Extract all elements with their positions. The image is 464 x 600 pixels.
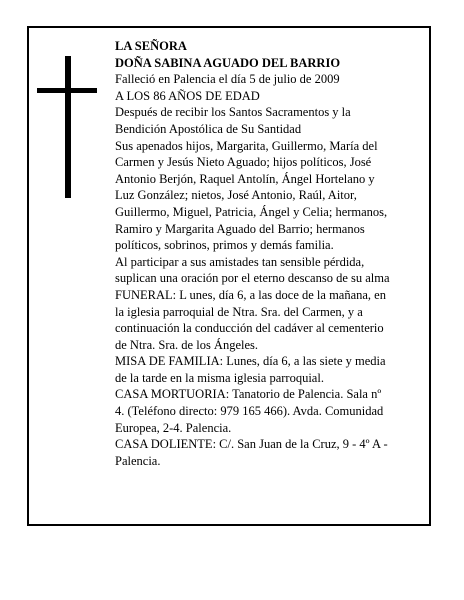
- notice-line: 4. (Teléfono directo: 979 165 466). Avda. Comunidad: [115, 404, 384, 419]
- notice-line: Después de recibir los Santos Sacramentos y la: [115, 105, 351, 120]
- notice-line: Guillermo, Miguel, Patricia, Ángel y Celia; hermanos,: [115, 204, 388, 219]
- notice-line: A LOS 86 AÑOS DE EDAD: [115, 88, 260, 103]
- cross-horizontal-bar: [37, 88, 97, 93]
- notice-line: Sus apenados hijos, Margarita, Guillermo, María del: [115, 138, 378, 153]
- notice-heading: LA SEÑORA: [115, 39, 187, 53]
- notice-line: FUNERAL: L unes, día 6, a las doce de la mañana, en: [115, 287, 386, 302]
- notice-line: de la tarde en la misma iglesia parroquial.: [115, 370, 324, 385]
- obituary-text-block: [115, 38, 421, 469]
- notice-line: CASA DOLIENTE: C/. San Juan de la Cruz, 9 - 4º A -: [115, 437, 388, 452]
- notice-line: Bendición Apostólica de Su Santidad: [115, 121, 302, 136]
- notice-line: Palencia.: [115, 453, 161, 468]
- notice-line: suplican una oración por el eterno descanso de su alma: [115, 271, 390, 286]
- deceased-name: DOÑA SABINA AGUADO DEL BARRIO: [115, 55, 341, 70]
- notice-line: Antonio Berjón, Raquel Antolín, Ángel Hortelano y: [115, 171, 375, 186]
- notice-line: Falleció en Palencia el día 5 de julio de 2009: [115, 72, 340, 87]
- notice-line: CASA MORTUORIA: Tanatorio de Palencia. Sala nº: [115, 387, 382, 402]
- notice-line: de Ntra. Sra. de los Ángeles.: [115, 337, 259, 352]
- notice-line: Al participar a sus amistades tan sensible pérdida,: [115, 254, 365, 269]
- cross-vertical-bar: [65, 56, 71, 198]
- notice-line: continuación la conducción del cadáver al cementerio: [115, 321, 384, 336]
- notice-line: MISA DE FAMILIA: Lunes, día 6, a las siete y media: [115, 354, 386, 369]
- notice-line: Luz González; nietos, José Antonio, Raúl, Aitor,: [115, 188, 357, 203]
- notice-line: Carmen y Jesús Nieto Aguado; hijos políticos, José: [115, 155, 372, 170]
- latin-cross-icon: [37, 56, 97, 198]
- notice-line: Europea, 2-4. Palencia.: [115, 420, 232, 435]
- notice-line: la iglesia parroquial de Ntra. Sra. del Carmen, y a: [115, 304, 363, 319]
- notice-line: Ramiro y Margarita Aguado del Barrio; hermanos: [115, 221, 365, 236]
- notice-line: políticos, sobrinos, primos y demás familia.: [115, 238, 334, 253]
